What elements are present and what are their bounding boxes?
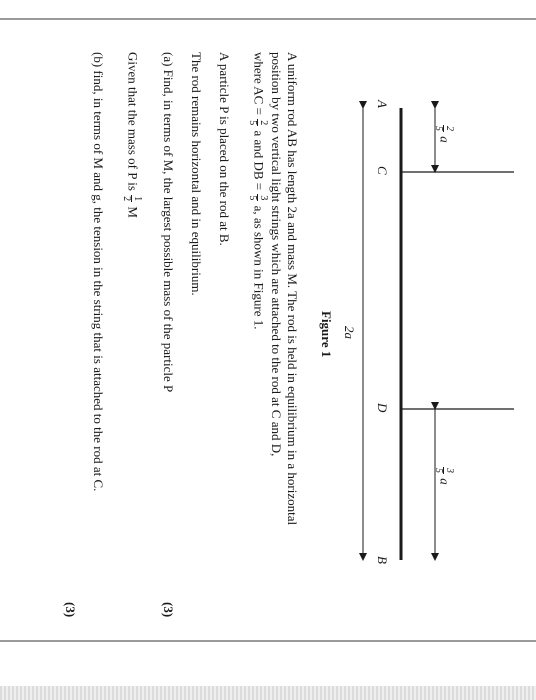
part-b-question: (b) find, in terms of M and g, the tension in the string that is attached to the rod at C.: [91, 52, 106, 492]
part-a-marks: (3): [161, 602, 176, 618]
label-b: B: [375, 556, 390, 564]
db-length-label: 3 5 a: [433, 468, 455, 485]
ab-length-label: 2a: [342, 326, 357, 339]
figure-caption: Figure 1: [319, 311, 334, 358]
label-c: C: [375, 166, 390, 175]
given-statement: Given that the mass of P is 1 2 M: [121, 52, 143, 218]
ac-length-label: 2 5 a: [433, 126, 455, 143]
part-a-question: (a) Find, in terms of M, the largest possible mass of the particle P: [161, 52, 176, 393]
intro-line-2: position by two vertical light strings which are attached to the rod at C and D,: [269, 52, 284, 457]
equilibrium-statement: The rod remains horizontal and in equilibrium.: [189, 52, 204, 296]
intro-line-1: A uniform rod AB has length 2a and mass M. The rod is held in equilibrium in a horizontal: [285, 52, 300, 526]
label-a: A: [375, 100, 390, 108]
intro-line-3: where AC = 2 5 a and DB = 3 5 a, as shown in Figure 1.: [247, 52, 269, 330]
label-d: D: [375, 403, 390, 413]
part-b-marks: (3): [63, 602, 78, 618]
particle-statement: A particle P is placed on the rod at B.: [217, 52, 232, 246]
